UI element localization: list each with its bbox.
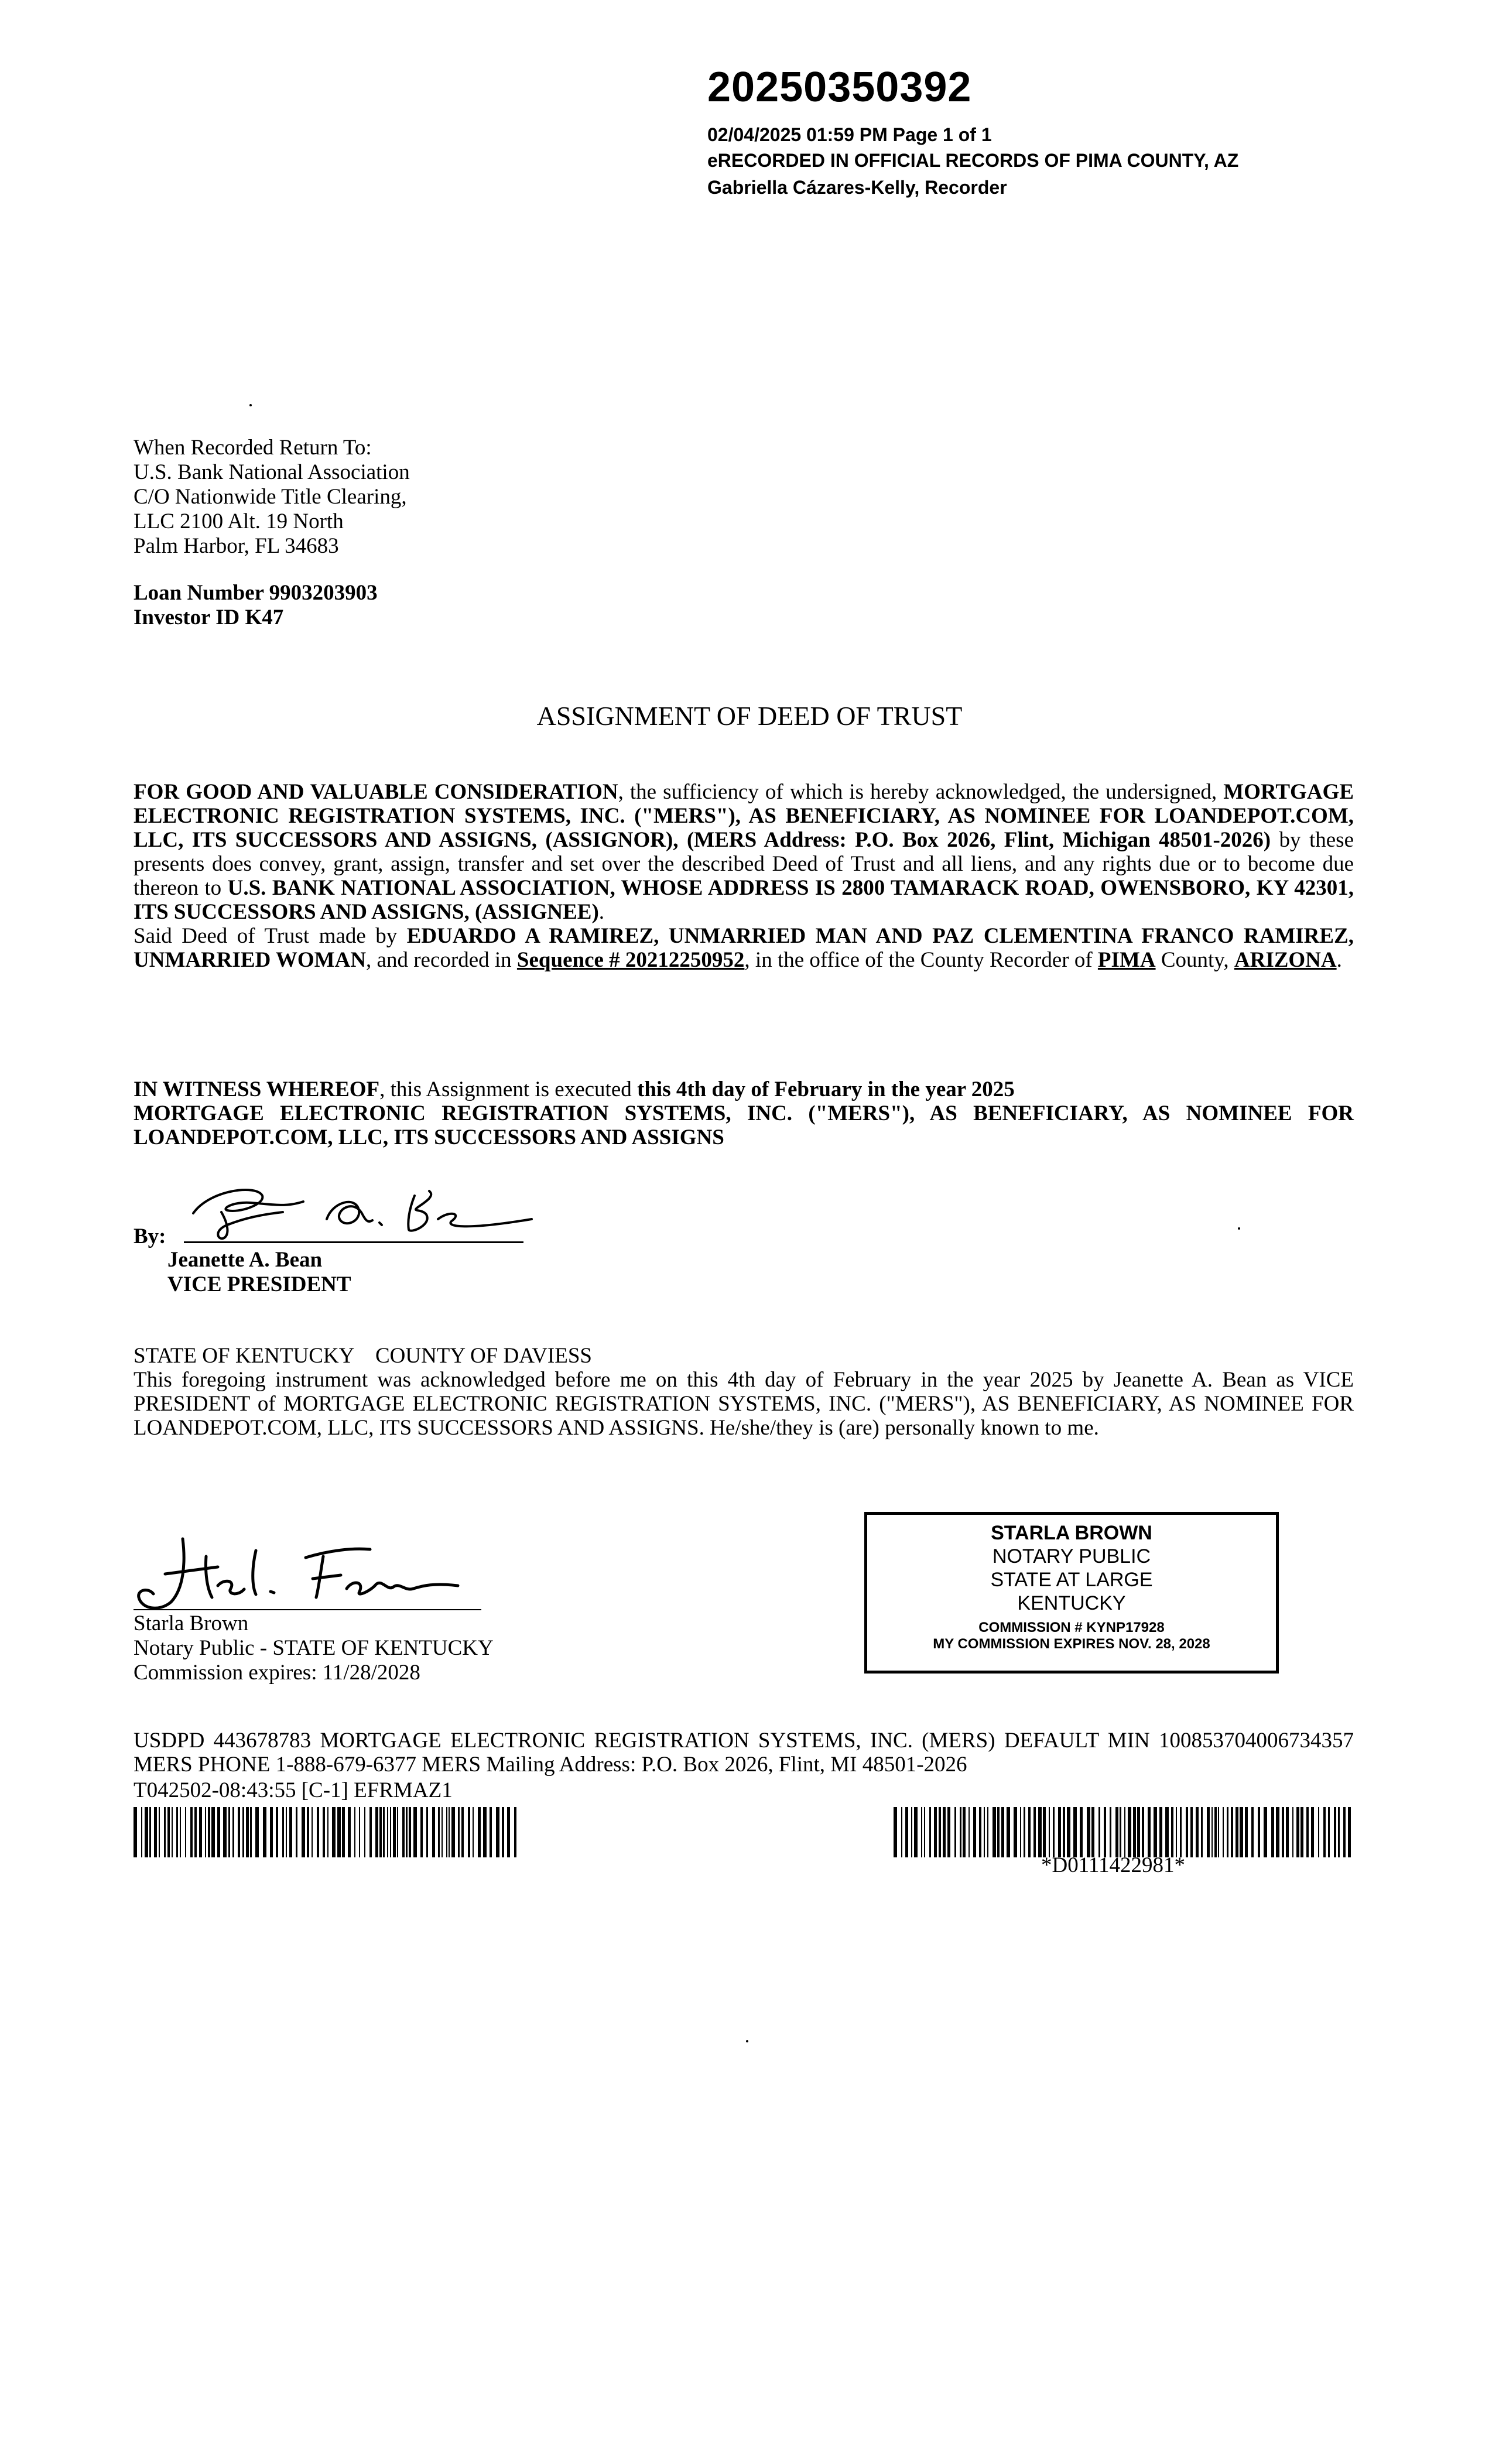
barcode-bar: [379, 1807, 382, 1857]
barcode-bar: [1306, 1807, 1309, 1857]
barcode-left: [134, 1807, 520, 1857]
signer-name: Jeanette A. Bean: [167, 1248, 323, 1272]
barcode-bar: [1318, 1807, 1319, 1857]
barcode-bar: [232, 1807, 234, 1857]
barcode-bar: [1201, 1807, 1203, 1857]
barcode-bar: [458, 1807, 460, 1857]
witness-paragraph: [134, 1077, 1354, 1149]
barcode-bar: [1282, 1807, 1284, 1857]
return-to-line: Palm Harbor, FL 34683: [134, 534, 339, 558]
barcode-bar: [167, 1807, 170, 1857]
signature-starla-brown: [130, 1533, 493, 1615]
barcode-bar: [914, 1807, 918, 1857]
speck: [249, 404, 252, 406]
barcode-bar: [1098, 1807, 1100, 1857]
stamp-name: STARLA BROWN: [991, 1522, 1152, 1544]
barcode-bar: [929, 1807, 931, 1857]
barcode-bar: [134, 1807, 137, 1857]
state-county: STATE OF KENTUCKY COUNTY OF DAVIESS: [134, 1344, 592, 1368]
assignee-text: U.S. BANK NATIONAL ASSOCIATION, WHOSE ADDRESS IS 2800 TAMARACK ROAD, OWENSBORO, KY 42301, ITS SUCCESSORS AND ASSIGNS, (ASSIGNEE): [134, 876, 1354, 924]
return-to-line: LLC 2100 Alt. 19 North: [134, 509, 344, 533]
barcode-bar: [1211, 1807, 1213, 1857]
barcode-bar: [960, 1807, 961, 1857]
barcode-bar: [490, 1807, 492, 1857]
barcode-bar: [327, 1807, 328, 1857]
notary-signature-line: [134, 1609, 481, 1610]
barcode-bar: [442, 1807, 443, 1857]
barcode-bar: [461, 1807, 464, 1857]
barcode-bar: [911, 1807, 912, 1857]
barcode-bar: [1154, 1807, 1157, 1857]
barcode-bar: [968, 1807, 970, 1857]
stamp-commission-number: COMMISSION # KYNP17928: [978, 1620, 1165, 1635]
barcode-bar: [1038, 1807, 1042, 1857]
barcode-bar: [276, 1807, 278, 1857]
recording-datetime: 02/04/2025 01:59 PM Page 1 of 1: [707, 124, 992, 145]
barcode-bar: [242, 1807, 244, 1857]
barcode-bar: [507, 1807, 510, 1857]
consideration-paragraph: [134, 780, 1354, 972]
signature-jeanette-bean: [186, 1178, 538, 1243]
barcode-bar: [1190, 1807, 1193, 1857]
barcode-bar: [1311, 1807, 1314, 1857]
barcode-bar: [1073, 1807, 1077, 1857]
barcode-bar: [149, 1807, 151, 1857]
barcode-bar: [963, 1807, 966, 1857]
state-name: ARIZONA: [1234, 948, 1337, 972]
barcode-bar: [1264, 1807, 1267, 1857]
barcode-bar: [1067, 1807, 1070, 1857]
barcode-bar: [1014, 1807, 1017, 1857]
barcode-bar: [409, 1807, 411, 1857]
notary-stamp: [864, 1512, 1279, 1674]
barcode-bar: [1207, 1807, 1210, 1857]
witness-bold: IN WITNESS WHEREOF: [134, 1077, 380, 1101]
barcode-bar: [1165, 1807, 1169, 1857]
barcode-bar: [496, 1807, 499, 1857]
barcode-bar: [1258, 1807, 1260, 1857]
barcode-bar: [302, 1807, 305, 1857]
recording-recorder: Gabriella Cázares-Kelly, Recorder: [707, 177, 1007, 198]
return-to-line: U.S. Bank National Association: [134, 460, 410, 484]
barcode-bar: [1115, 1807, 1118, 1857]
barcode-bar: [1104, 1807, 1106, 1857]
barcode-bar: [1124, 1807, 1125, 1857]
barcode-bar: [984, 1807, 985, 1857]
consideration-bold: FOR GOOD AND VALUABLE CONSIDERATION: [134, 780, 618, 804]
acknowledgment-text: This foregoing instrument was acknowledged before me on this 4th day of February in the year 2025 by Jeanette A. Bean as VICE PRESIDENT of MORTGAGE ELECTRONIC REGISTRATION SYSTEMS, INC. ("MERS"), AS BENEFICIARY, AS NOMINEE FOR LOANDEPOT.COM, LLC, ITS SUCCESSORS AND ASSIGNS. He/she/they is (are) personally known to me.: [134, 1368, 1354, 1440]
barcode-bar: [973, 1807, 976, 1857]
barcode-bar: [483, 1807, 487, 1857]
stamp-state: KENTUCKY: [1017, 1592, 1126, 1614]
barcode-bar: [270, 1807, 273, 1857]
barcode-bar: [468, 1807, 470, 1857]
barcode-right: [894, 1807, 1354, 1857]
barcode-bar: [1133, 1807, 1136, 1857]
loan-number: Loan Number 9903203903: [134, 581, 378, 605]
investor-id: Investor ID K47: [134, 605, 284, 629]
barcode-bar: [190, 1807, 193, 1857]
barcode-bar: [217, 1807, 220, 1857]
barcode-bar: [1227, 1807, 1228, 1857]
barcode-bar: [1007, 1807, 1010, 1857]
barcode-bar: [141, 1807, 142, 1857]
barcode-bar: [1334, 1807, 1336, 1857]
barcode-bar: [317, 1807, 319, 1857]
barcode-bar: [1240, 1807, 1243, 1857]
barcode-bar: [364, 1807, 365, 1857]
barcode-bar: [307, 1807, 309, 1857]
recording-number: 20250350392: [707, 64, 972, 111]
barcode-bar: [348, 1807, 351, 1857]
barcode-bar: [1080, 1807, 1083, 1857]
barcode-bar: [1142, 1807, 1144, 1857]
deed-text: , and recorded in: [366, 948, 517, 972]
sequence-number: Sequence # 20212250952: [516, 948, 745, 972]
barcode-bar: [1292, 1807, 1293, 1857]
barcode-bar: [1049, 1807, 1050, 1857]
barcode-bar: [1020, 1807, 1021, 1857]
barcode-bar: [223, 1807, 227, 1857]
barcode-bar: [473, 1807, 474, 1857]
barcode-bar: [993, 1807, 996, 1857]
stamp-state-at-large: STATE AT LARGE: [990, 1569, 1153, 1591]
barcode-bar: [451, 1807, 455, 1857]
speck: [1238, 1227, 1240, 1230]
barcode-bar: [250, 1807, 252, 1857]
footer-code: T042502-08:43:55 [C-1] EFRMAZ1: [134, 1778, 453, 1802]
signer-title: VICE PRESIDENT: [167, 1272, 351, 1296]
barcode-bar: [1087, 1807, 1090, 1857]
barcode-bar: [1223, 1807, 1224, 1857]
barcode-bar: [393, 1807, 396, 1857]
barcode-bar: [413, 1807, 417, 1857]
barcode-bar: [194, 1807, 197, 1857]
barcode-bar: [228, 1807, 230, 1857]
barcode-bar: [1271, 1807, 1274, 1857]
barcode-bar: [1186, 1807, 1188, 1857]
barcode-bar: [1137, 1807, 1140, 1857]
stamp-notary-public: NOTARY PUBLIC: [992, 1545, 1151, 1568]
barcode-bar: [420, 1807, 423, 1857]
barcode-bar: [1338, 1807, 1340, 1857]
barcode-bar: [255, 1807, 259, 1857]
barcode-bar: [1343, 1807, 1346, 1857]
barcode-bar: [947, 1807, 950, 1857]
barcode-bar: [954, 1807, 956, 1857]
barcode-label: *D0111422981*: [1041, 1853, 1185, 1877]
barcode-bar: [337, 1807, 341, 1857]
barcode-bar: [1091, 1807, 1094, 1857]
barcode-bar: [176, 1807, 178, 1857]
document-title: ASSIGNMENT OF DEED OF TRUST: [536, 701, 963, 731]
barcode-bar: [1231, 1807, 1233, 1857]
barcode-bar: [514, 1807, 516, 1857]
barcode-bar: [263, 1807, 266, 1857]
barcode-bar: [342, 1807, 345, 1857]
barcode-bar: [205, 1807, 206, 1857]
notary-name: Starla Brown: [134, 1611, 249, 1635]
barcode-bar: [354, 1807, 355, 1857]
borrower-names: EDUARDO A RAMIREZ, UNMARRIED MAN AND PAZ CLEMENTINA FRANCO RAMIREZ, UNMARRIED WOMAN: [134, 924, 1354, 972]
barcode-bar: [359, 1807, 360, 1857]
barcode-bar: [1028, 1807, 1031, 1857]
barcode-bar: [1053, 1807, 1055, 1857]
barcode-bar: [387, 1807, 388, 1857]
barcode-bar: [446, 1807, 447, 1857]
barcode-bar: [1348, 1807, 1351, 1857]
barcode-bar: [1214, 1807, 1217, 1857]
assignor-text: MORTGAGE ELECTRONIC REGISTRATION SYSTEMS, INC. ("MERS"), AS BENEFICIARY, AS NOMINEE FOR LOANDEPOT.COM, LLC, ITS SUCCESSORS AND ASSIGNS, (ASSIGNOR), (MERS Address: P.O. Box 2026, Flint, Michigan 48501-2026): [134, 780, 1354, 852]
barcode-bar: [1120, 1807, 1121, 1857]
by-label: By:: [134, 1224, 166, 1248]
barcode-bar: [1058, 1807, 1061, 1857]
barcode-bar: [1286, 1807, 1289, 1857]
barcode-bar: [406, 1807, 408, 1857]
consideration-text: , the sufficiency of which is hereby acknowledged, the undersigned,: [618, 780, 1224, 804]
barcode-bar: [199, 1807, 202, 1857]
barcode-bar: [901, 1807, 902, 1857]
barcode-bar: [154, 1807, 157, 1857]
barcode-bar: [1245, 1807, 1248, 1857]
barcode-bar: [211, 1807, 215, 1857]
barcode-bar: [332, 1807, 336, 1857]
barcode-bar: [1323, 1807, 1326, 1857]
barcode-bar: [172, 1807, 173, 1857]
barcode-bar: [1033, 1807, 1036, 1857]
deed-text: Said Deed of Trust made by: [134, 924, 407, 948]
deed-text: , in the office of the County Recorder of: [744, 948, 1098, 972]
barcode-bar: [939, 1807, 941, 1857]
barcode-bar: [943, 1807, 946, 1857]
consideration-text: by these presents does convey, grant, assign, transfer and set over the described Deed of Trust and all liens, and any rights due or to become due thereon to: [134, 828, 1354, 900]
barcode-bar: [997, 1807, 1000, 1857]
barcode-bar: [1276, 1807, 1279, 1857]
barcode-bar: [208, 1807, 210, 1857]
barcode-bar: [397, 1807, 398, 1857]
witness-text: , this Assignment is executed: [379, 1077, 638, 1101]
signature-line: [184, 1241, 523, 1243]
speck: [746, 2040, 748, 2042]
deed-text: County,: [1155, 948, 1234, 972]
return-to-label: When Recorded Return To:: [134, 436, 372, 460]
barcode-bar: [979, 1807, 981, 1857]
barcode-bar: [312, 1807, 313, 1857]
stamp-commission-expires: MY COMMISSION EXPIRES NOV. 28, 2028: [933, 1636, 1210, 1652]
return-to-line: C/O Nationwide Title Clearing,: [134, 485, 407, 509]
barcode-bar: [438, 1807, 440, 1857]
recording-official: eRECORDED IN OFFICIAL RECORDS OF PIMA COUNTY, AZ: [707, 150, 1239, 171]
barcode-bar: [238, 1807, 240, 1857]
barcode-bar: [1043, 1807, 1046, 1857]
footer-text: USDPD 443678783 MORTGAGE ELECTRONIC REGISTRATION SYSTEMS, INC. (MERS) DEFAULT MIN 100853704006734357 MERS PHONE 1-888-679-6377 MERS Mailing Address: P.O. Box 2026, Flint, MI 48501-2026: [134, 1729, 1354, 1777]
barcode-bar: [426, 1807, 428, 1857]
barcode-bar: [449, 1807, 450, 1857]
barcode-bar: [286, 1807, 287, 1857]
barcode-bar: [1196, 1807, 1199, 1857]
barcode-bar: [180, 1807, 181, 1857]
barcode-bar: [432, 1807, 435, 1857]
barcode-bar: [894, 1807, 897, 1857]
barcode-bar: [164, 1807, 166, 1857]
barcode-bar: [934, 1807, 937, 1857]
barcode-bar: [402, 1807, 405, 1857]
barcode-bar: [1110, 1807, 1111, 1857]
barcode-bar: [921, 1807, 922, 1857]
barcode-bar: [296, 1807, 297, 1857]
barcode-bar: [1063, 1807, 1065, 1857]
barcode-bar: [502, 1807, 504, 1857]
barcode-bar: [905, 1807, 908, 1857]
barcode-bar: [1128, 1807, 1131, 1857]
barcode-bar: [1180, 1807, 1182, 1857]
barcode-bar: [1001, 1807, 1004, 1857]
barcode-bar: [323, 1807, 325, 1857]
barcode-bar: [1148, 1807, 1151, 1857]
deed-text: .: [1336, 948, 1342, 972]
barcode-bar: [1296, 1807, 1299, 1857]
barcode-bar: [1236, 1807, 1238, 1857]
witness-date: this 4th day of February in the year 2025: [637, 1077, 1015, 1101]
barcode-bar: [1251, 1807, 1254, 1857]
barcode-bar: [1218, 1807, 1219, 1857]
notary-title: Notary Public - STATE OF KENTUCKY: [134, 1636, 494, 1660]
barcode-bar: [1159, 1807, 1162, 1857]
barcode-bar: [1171, 1807, 1173, 1857]
barcode-bar: [1328, 1807, 1330, 1857]
barcode-bar: [390, 1807, 391, 1857]
barcode-bar: [369, 1807, 372, 1857]
barcode-bar: [185, 1807, 186, 1857]
consideration-text: .: [598, 900, 605, 924]
barcode-bar: [383, 1807, 385, 1857]
barcode-bar: [1024, 1807, 1025, 1857]
barcode-bar: [145, 1807, 148, 1857]
barcode-bar: [282, 1807, 284, 1857]
witness-entity: MORTGAGE ELECTRONIC REGISTRATION SYSTEMS, INC. ("MERS"), AS BENEFICIARY, AS NOMINEE FOR LOANDEPOT.COM, LLC, ITS SUCCESSORS AND ASSIGNS: [134, 1101, 1354, 1149]
barcode-bar: [159, 1807, 160, 1857]
barcode-bar: [987, 1807, 988, 1857]
county-name: PIMA: [1097, 948, 1156, 972]
notary-expiration: Commission expires: 11/28/2028: [134, 1661, 420, 1685]
barcode-bar: [246, 1807, 249, 1857]
barcode-bar: [478, 1807, 481, 1857]
barcode-bar: [1176, 1807, 1177, 1857]
barcode-bar: [289, 1807, 292, 1857]
barcode-bar: [375, 1807, 378, 1857]
barcode-bar: [924, 1807, 925, 1857]
barcode-bar: [1300, 1807, 1303, 1857]
